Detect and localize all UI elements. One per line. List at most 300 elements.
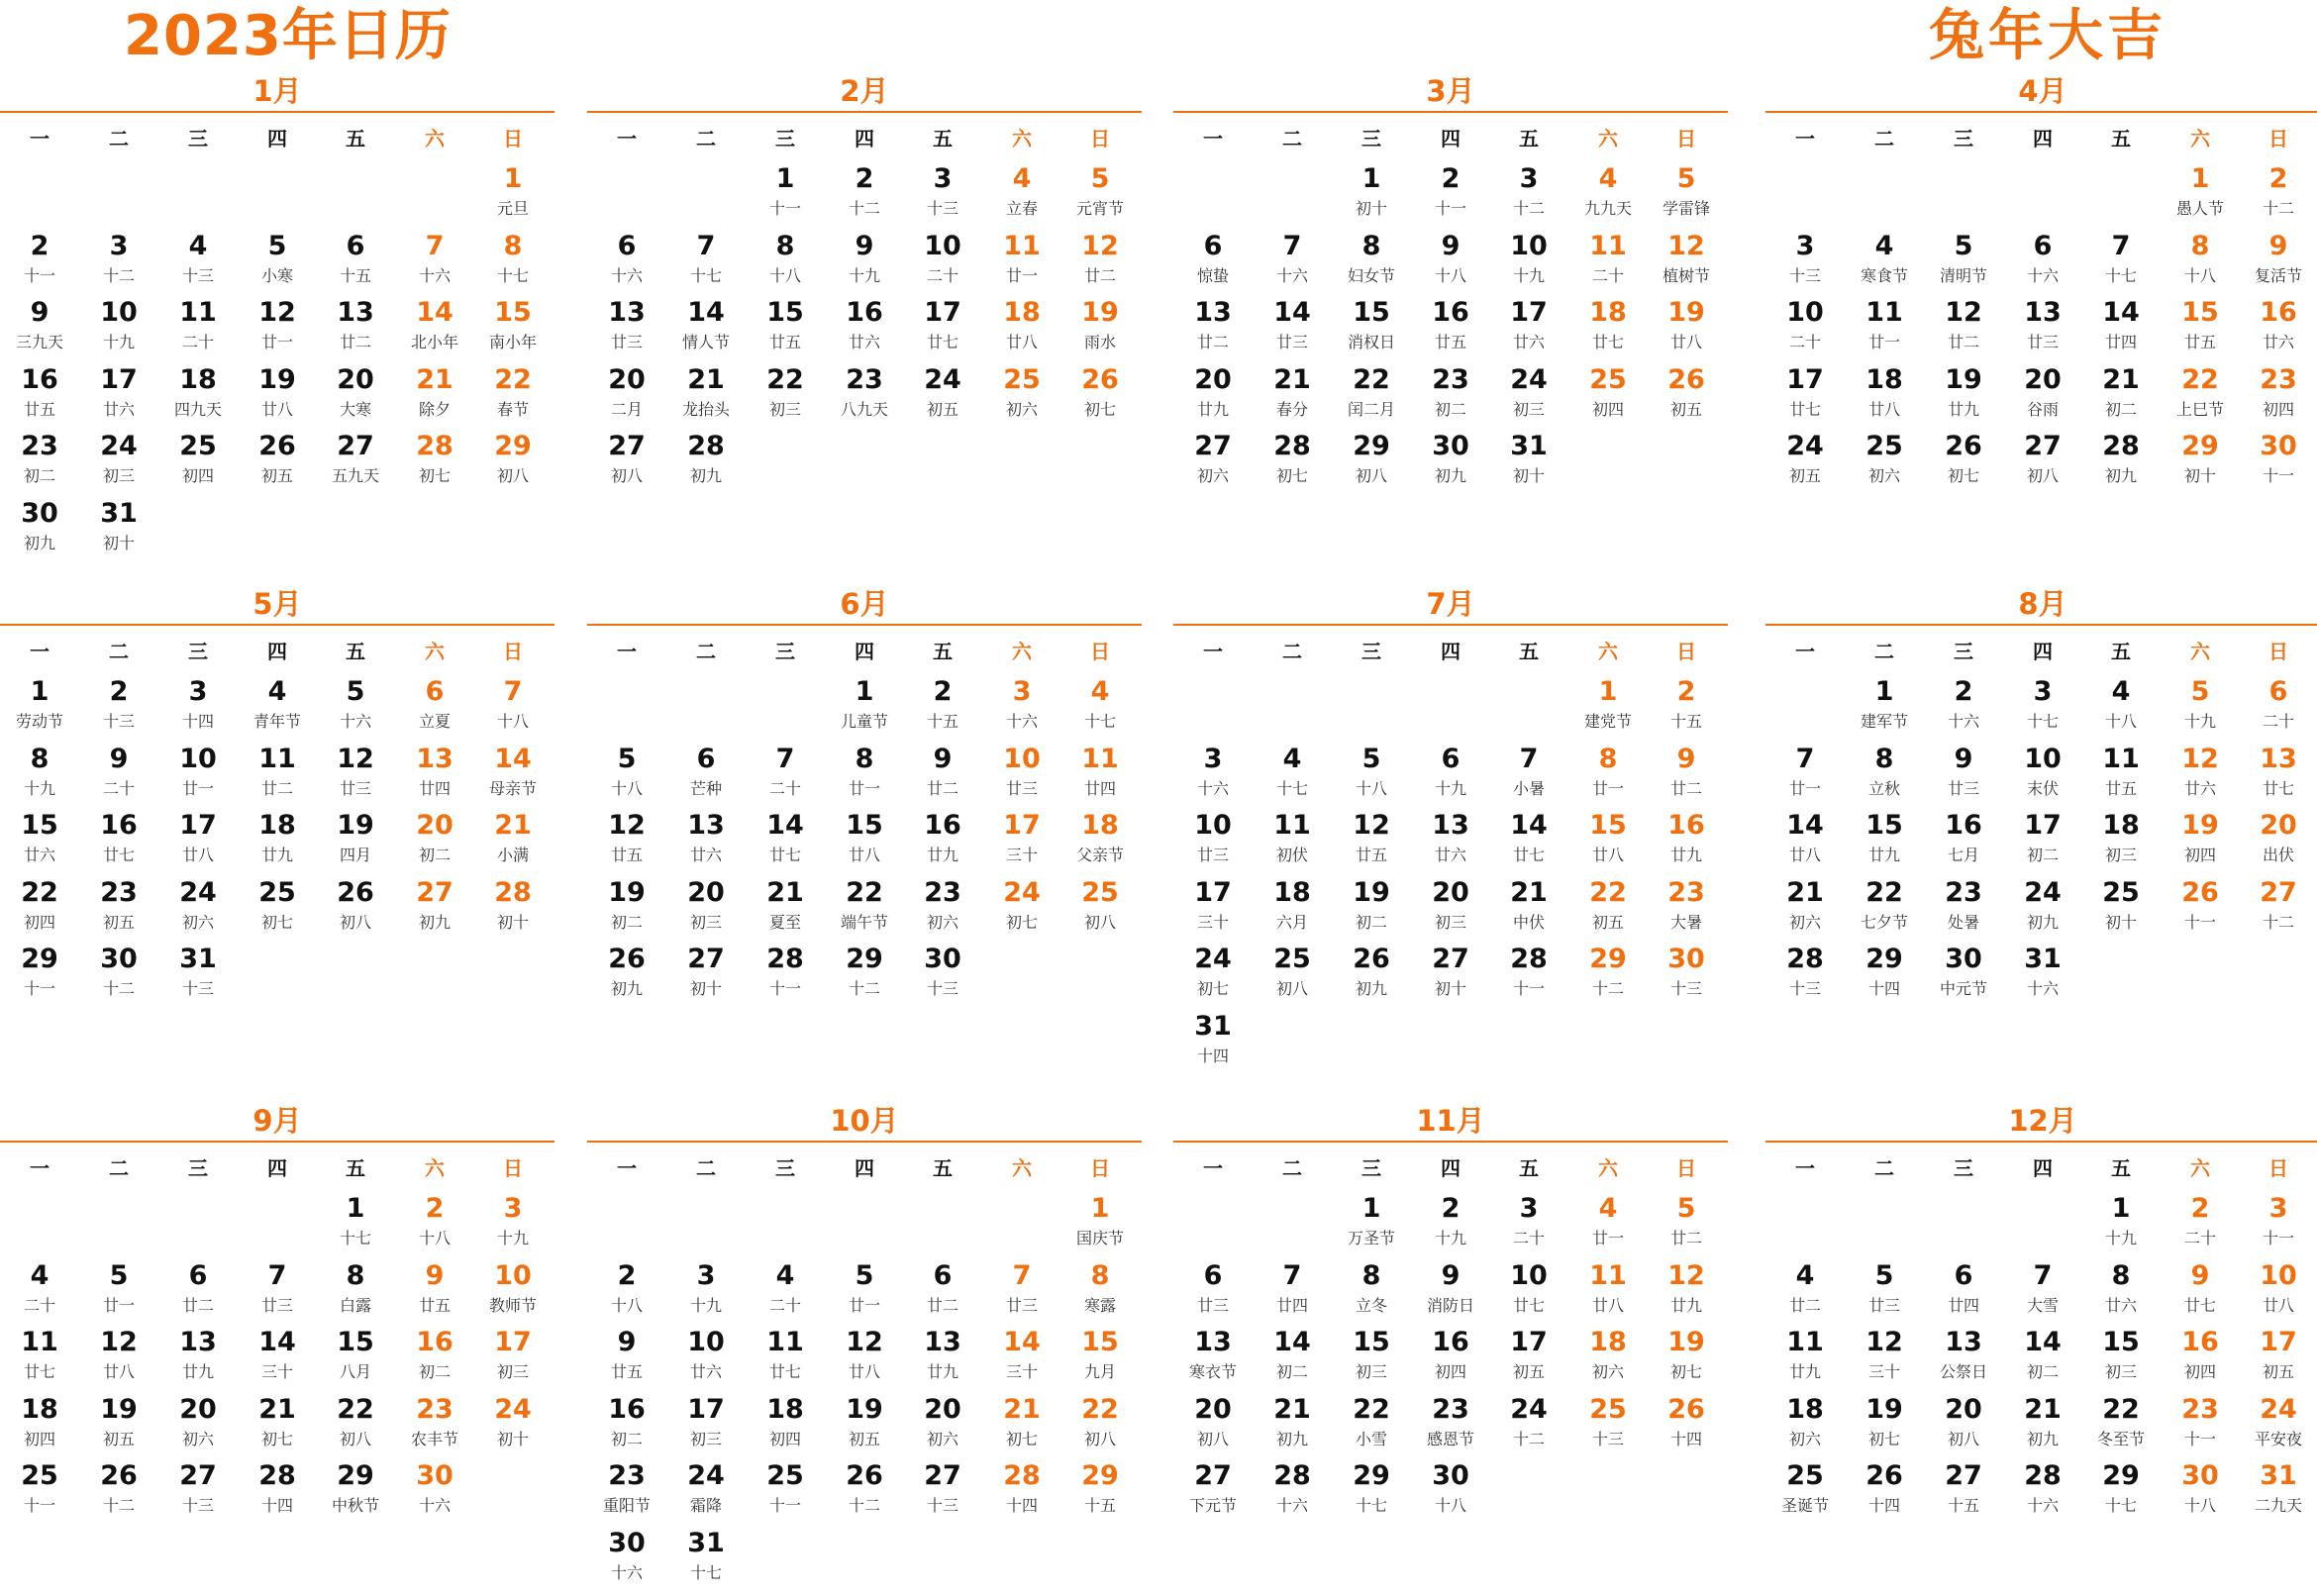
day-cell <box>1332 296 1411 361</box>
lunar-label: 初十 <box>2183 466 2216 485</box>
day-number: 9 <box>617 1327 637 1357</box>
lunar-label: 廿一 <box>1591 1229 1624 1247</box>
day-number: 2 <box>1441 1193 1461 1224</box>
day-number: 17 <box>179 810 217 841</box>
lunar-label: 初六 <box>1788 1429 1821 1448</box>
day-number: 7 <box>425 230 445 261</box>
weekday-header: 日 <box>1676 127 1696 150</box>
day-number: 21 <box>2102 363 2140 395</box>
day-cell <box>2161 1326 2240 1391</box>
day-cell <box>1924 1393 2003 1458</box>
lunar-label: 初六 <box>181 912 214 932</box>
day-cell <box>1060 675 1140 741</box>
day-cell <box>903 943 982 1008</box>
lunar-label: 四九天 <box>173 399 222 419</box>
day-number: 20 <box>1194 1393 1232 1425</box>
lunar-label: 廿九 <box>1669 1295 1702 1315</box>
day-cell <box>395 230 474 295</box>
lunar-label: 初二 <box>418 846 451 864</box>
day-cell <box>473 430 553 495</box>
day-cell <box>666 876 746 942</box>
lunar-label: 初十 <box>1355 199 1387 218</box>
day-number: 24 <box>687 1460 725 1491</box>
day-number: 17 <box>494 1327 532 1357</box>
weekday-header: 五 <box>346 1156 365 1180</box>
day-number: 17 <box>924 297 961 328</box>
day-number: 22 <box>1353 1393 1390 1425</box>
lunar-label: 处暑 <box>1947 912 1979 932</box>
day-cell <box>2003 430 2082 495</box>
weekday-header: 六 <box>425 640 445 663</box>
lunar-label: 初五 <box>926 399 958 419</box>
month-block <box>1765 1101 2317 1596</box>
day-cell <box>1845 675 1924 741</box>
weekday-header: 日 <box>503 640 523 663</box>
day-number: 19 <box>100 1393 138 1425</box>
day-number: 4 <box>267 676 287 707</box>
day-number: 19 <box>337 810 374 841</box>
day-cell <box>1489 809 1568 874</box>
lunar-label: 母亲节 <box>488 778 537 798</box>
day-number: 24 <box>1194 944 1232 974</box>
day-cell <box>1924 296 2003 361</box>
lunar-label: 初十 <box>2104 912 2137 932</box>
lunar-label: 初四 <box>23 1429 55 1448</box>
lunar-label: 二十 <box>2262 712 2294 731</box>
day-number: 16 <box>846 297 883 328</box>
lunar-label: 初二 <box>418 1362 451 1381</box>
day-number: 30 <box>1432 431 1469 461</box>
day-number: 6 <box>2268 676 2288 707</box>
day-number: 16 <box>608 1393 646 1425</box>
day-cell <box>587 1326 666 1391</box>
day-number: 24 <box>1510 1393 1548 1425</box>
lunar-label: 感恩节 <box>1426 1429 1474 1448</box>
day-number: 21 <box>416 363 453 395</box>
day-number: 12 <box>1667 230 1705 261</box>
lunar-label: 十六 <box>1947 712 1979 731</box>
lunar-label: 初八 <box>1196 1429 1229 1448</box>
day-number: 4 <box>1012 163 1032 194</box>
lunar-label: 十八 <box>768 265 801 285</box>
lunar-label: 初五 <box>1669 399 1702 419</box>
lunar-label: 大寒 <box>339 399 371 419</box>
lunar-label: 二十 <box>2183 1229 2216 1247</box>
day-number: 30 <box>924 944 961 974</box>
day-number: 11 <box>1865 297 1903 328</box>
weekday-header: 二 <box>1874 127 1894 150</box>
month-block <box>0 71 554 566</box>
day-number: 18 <box>1589 297 1627 328</box>
day-number: 3 <box>1012 676 1032 707</box>
day-cell <box>1765 1259 1845 1325</box>
day-number: 6 <box>425 676 445 707</box>
day-cell <box>1845 876 1924 942</box>
day-cell <box>1332 743 1411 808</box>
day-cell <box>2003 943 2082 1008</box>
day-cell <box>1253 809 1332 874</box>
day-number: 8 <box>1598 743 1618 774</box>
weekday-header: 日 <box>1676 1156 1696 1180</box>
weekday-header: 四 <box>2033 640 2053 663</box>
lunar-label: 出伏 <box>2262 846 2294 864</box>
lunar-label: 末伏 <box>2026 778 2059 798</box>
day-cell <box>1253 1259 1332 1325</box>
lunar-label: 初二 <box>1275 1362 1308 1381</box>
lunar-label: 廿六 <box>1512 333 1545 351</box>
day-cell <box>2081 230 2161 295</box>
day-cell <box>238 230 317 295</box>
day-cell <box>666 230 746 295</box>
day-cell <box>238 430 317 495</box>
day-number: 10 <box>2024 743 2062 774</box>
lunar-label: 十一 <box>768 1496 801 1515</box>
lunar-label: 十二 <box>848 1496 880 1515</box>
day-number: 2 <box>425 1193 445 1224</box>
day-number: 11 <box>179 297 217 328</box>
lunar-label: 六月 <box>1275 912 1308 932</box>
day-cell <box>903 1259 982 1325</box>
day-cell <box>1253 743 1332 808</box>
lunar-label: 廿六 <box>2262 333 2294 351</box>
lunar-label: 中伏 <box>1512 912 1545 932</box>
day-number: 23 <box>1432 1393 1469 1425</box>
lunar-label: 十九 <box>102 333 135 351</box>
day-number: 18 <box>179 363 217 395</box>
day-number: 1 <box>2111 1193 2131 1224</box>
day-number: 8 <box>775 230 795 261</box>
lunar-label: 十一 <box>2262 1229 2294 1247</box>
day-number: 15 <box>846 810 883 841</box>
day-number: 28 <box>1273 431 1311 461</box>
weekday-header: 三 <box>188 127 208 150</box>
day-number: 26 <box>100 1460 138 1491</box>
day-number: 17 <box>1510 1327 1548 1357</box>
day-cell <box>158 1393 238 1458</box>
weekday-header: 四 <box>855 1156 874 1180</box>
lunar-label: 二十 <box>926 265 958 285</box>
lunar-label: 初二 <box>1355 912 1387 932</box>
lunar-label: 十五 <box>1083 1496 1116 1515</box>
lunar-label: 大雪 <box>2026 1295 2059 1315</box>
day-number: 12 <box>258 297 296 328</box>
day-cell <box>1765 430 1845 495</box>
month-title: 4月 <box>2018 74 2067 108</box>
day-cell <box>2003 876 2082 942</box>
day-cell <box>1060 743 1140 808</box>
lunar-label: 廿六 <box>2183 778 2216 798</box>
day-cell <box>2003 743 2082 808</box>
lunar-label: 妇女节 <box>1347 265 1395 285</box>
day-number: 20 <box>2024 363 2062 395</box>
month-divider <box>1765 1141 2317 1143</box>
day-number: 27 <box>608 431 646 461</box>
day-cell <box>1924 743 2003 808</box>
weekday-header: 五 <box>346 127 365 150</box>
day-number: 13 <box>687 810 725 841</box>
day-cell <box>473 162 553 228</box>
lunar-label: 三十 <box>1005 846 1038 864</box>
day-number: 19 <box>1865 1393 1903 1425</box>
lunar-label: 廿二 <box>926 778 958 798</box>
lunar-label: 初三 <box>689 912 722 932</box>
weekday-header: 四 <box>1441 1156 1461 1180</box>
day-number: 28 <box>1786 944 1824 974</box>
lunar-label: 廿八 <box>260 399 293 419</box>
weekday-header: 六 <box>1012 640 1032 663</box>
day-number: 11 <box>2102 743 2140 774</box>
day-number: 1 <box>503 163 523 194</box>
weekday-header: 一 <box>1203 1156 1223 1180</box>
lunar-label: 十八 <box>610 778 643 798</box>
lunar-label: 十二 <box>1591 979 1624 998</box>
lunar-label: 初七 <box>1083 399 1116 419</box>
day-cell <box>1489 1259 1568 1325</box>
day-number: 20 <box>1194 363 1232 395</box>
day-cell <box>2161 876 2240 942</box>
day-cell <box>1060 1192 1140 1257</box>
weekday-header: 四 <box>2033 1156 2053 1180</box>
day-cell <box>1411 363 1490 429</box>
lunar-label: 白露 <box>339 1295 371 1315</box>
day-cell <box>473 1192 553 1257</box>
weekday-header: 一 <box>1203 640 1223 663</box>
day-cell <box>825 1459 904 1525</box>
day-cell <box>1765 943 1845 1008</box>
day-cell <box>666 809 746 874</box>
lunar-label: 廿八 <box>181 846 214 864</box>
lunar-label: 廿八 <box>1591 846 1624 864</box>
weekday-header: 六 <box>425 127 445 150</box>
day-cell <box>666 743 746 808</box>
day-cell <box>79 497 158 562</box>
lunar-label: 廿一 <box>1591 778 1624 798</box>
lunar-label: 廿六 <box>1434 846 1466 864</box>
lunar-label: 初六 <box>181 1429 214 1448</box>
day-cell <box>2081 1192 2161 1257</box>
lunar-label: 十一 <box>768 199 801 218</box>
day-number: 22 <box>1589 876 1627 908</box>
lunar-label: 大暑 <box>1669 912 1702 932</box>
day-cell <box>395 809 474 874</box>
lunar-label: 初二 <box>2026 846 2059 864</box>
month-divider <box>1765 624 2317 626</box>
day-cell <box>1060 876 1140 942</box>
day-number: 22 <box>494 363 532 395</box>
day-cell <box>825 943 904 1008</box>
day-cell <box>1568 1393 1648 1458</box>
day-number: 30 <box>2181 1460 2219 1491</box>
lunar-label: 十九 <box>689 1295 722 1315</box>
day-number: 7 <box>2033 1259 2053 1291</box>
day-number: 7 <box>696 230 716 261</box>
lunar-label: 初六 <box>1867 466 1900 485</box>
lunar-label: 十二 <box>1512 199 1545 218</box>
day-number: 30 <box>2260 431 2297 461</box>
day-number: 26 <box>1081 363 1119 395</box>
day-cell <box>158 743 238 808</box>
day-cell <box>1845 430 1924 495</box>
day-number: 11 <box>21 1327 58 1357</box>
lunar-label: 初六 <box>1005 399 1038 419</box>
day-cell <box>238 809 317 874</box>
day-number: 11 <box>1081 743 1119 774</box>
day-cell <box>1489 1326 1568 1391</box>
lunar-label: 学雷锋 <box>1662 199 1710 218</box>
day-number: 1 <box>1361 1193 1381 1224</box>
day-number: 24 <box>1003 876 1041 908</box>
day-number: 27 <box>1194 1460 1232 1491</box>
day-cell <box>1647 363 1726 429</box>
day-number: 18 <box>1589 1327 1627 1357</box>
lunar-label: 廿七 <box>2183 1295 2216 1315</box>
day-number: 12 <box>846 1327 883 1357</box>
lunar-label: 寒食节 <box>1860 265 1908 285</box>
lunar-label: 初九 <box>689 466 722 485</box>
lunar-label: 廿二 <box>1788 1295 1821 1315</box>
lunar-label: 初五 <box>102 1429 135 1448</box>
day-number: 24 <box>1786 431 1824 461</box>
lunar-label: 初九 <box>1275 1429 1308 1448</box>
day-cell <box>746 230 825 295</box>
lunar-label: 廿八 <box>848 1362 880 1381</box>
day-cell <box>587 743 666 808</box>
month-block <box>0 584 554 1079</box>
lunar-label: 初三 <box>1512 399 1545 419</box>
day-number: 16 <box>924 810 961 841</box>
lunar-label: 十六 <box>2026 1496 2059 1515</box>
lunar-label: 十一 <box>1512 979 1545 998</box>
day-cell <box>395 876 474 942</box>
weekday-header: 六 <box>2190 1156 2210 1180</box>
day-cell <box>2239 876 2317 942</box>
day-number: 19 <box>1945 363 1982 395</box>
lunar-label: 廿七 <box>1591 333 1624 351</box>
lunar-label: 小满 <box>496 846 529 864</box>
month-title: 10月 <box>830 1104 899 1138</box>
day-number: 17 <box>2024 810 2062 841</box>
lunar-label: 十五 <box>926 712 958 731</box>
day-cell <box>825 162 904 228</box>
day-number: 8 <box>855 743 874 774</box>
day-number: 27 <box>2260 876 2297 908</box>
lunar-label: 廿四 <box>418 778 451 798</box>
day-number: 30 <box>100 944 138 974</box>
weekday-header: 四 <box>1441 127 1461 150</box>
weekday-header: 五 <box>2111 127 2131 150</box>
day-number: 8 <box>1090 1259 1110 1291</box>
day-number: 3 <box>188 676 208 707</box>
day-cell <box>2239 363 2317 429</box>
lunar-label: 十九 <box>2104 1229 2137 1247</box>
day-cell <box>395 1259 474 1325</box>
lunar-label: 廿三 <box>1005 778 1038 798</box>
day-number: 29 <box>2102 1460 2140 1491</box>
day-number: 4 <box>1874 230 1894 261</box>
day-number: 27 <box>416 876 453 908</box>
weekday-header: 一 <box>1795 1156 1815 1180</box>
day-number: 1 <box>1361 163 1381 194</box>
day-number: 25 <box>1865 431 1903 461</box>
day-number: 16 <box>2260 297 2297 328</box>
lunar-label: 龙抬头 <box>681 399 730 419</box>
weekday-header: 四 <box>855 640 874 663</box>
day-cell <box>2239 430 2317 495</box>
day-number: 12 <box>1081 230 1119 261</box>
day-cell <box>1411 1393 1490 1458</box>
lunar-label: 初六 <box>1591 1362 1624 1381</box>
day-number: 9 <box>425 1259 445 1291</box>
day-cell <box>666 296 746 361</box>
lunar-label: 廿七 <box>1788 399 1821 419</box>
day-cell <box>1173 430 1253 495</box>
day-cell <box>1411 1259 1490 1325</box>
day-number: 18 <box>21 1393 58 1425</box>
lunar-label: 廿二 <box>1083 265 1116 285</box>
day-cell <box>2003 1393 2082 1458</box>
day-cell <box>473 230 553 295</box>
lunar-label: 初四 <box>181 466 214 485</box>
day-cell <box>903 809 982 874</box>
day-cell <box>0 497 79 562</box>
day-number: 4 <box>1795 1259 1815 1291</box>
lunar-label: 初四 <box>2183 846 2216 864</box>
day-number: 1 <box>346 1193 365 1224</box>
day-number: 18 <box>1273 876 1311 908</box>
day-cell <box>79 675 158 741</box>
day-number: 3 <box>1519 1193 1539 1224</box>
day-cell <box>1924 876 2003 942</box>
day-cell <box>0 230 79 295</box>
day-number: 11 <box>1589 230 1627 261</box>
lunar-label: 十一 <box>2183 1429 2216 1448</box>
lunar-label: 十一 <box>2183 912 2216 932</box>
lunar-label: 初三 <box>496 1362 529 1381</box>
weekday-header: 二 <box>1282 127 1302 150</box>
lunar-label: 十九 <box>2183 712 2216 731</box>
day-number: 31 <box>2024 944 2062 974</box>
lunar-label: 廿九 <box>926 846 958 864</box>
day-number: 10 <box>924 230 961 261</box>
day-cell <box>1332 430 1411 495</box>
day-cell <box>982 230 1061 295</box>
day-cell <box>1332 363 1411 429</box>
day-number: 3 <box>2268 1193 2288 1224</box>
day-cell <box>746 1326 825 1391</box>
lunar-label: 十五 <box>1947 1496 1979 1515</box>
day-cell <box>746 1459 825 1525</box>
day-number: 10 <box>1510 230 1548 261</box>
day-number: 25 <box>2102 876 2140 908</box>
lunar-label: 万圣节 <box>1347 1229 1395 1247</box>
lunar-label: 清明节 <box>1939 265 1987 285</box>
month-block <box>587 1101 1142 1596</box>
lunar-label: 十四 <box>181 712 214 731</box>
day-cell <box>1060 1326 1140 1391</box>
lunar-label: 初三 <box>102 466 135 485</box>
weekday-header: 四 <box>267 1156 287 1180</box>
lunar-label: 十二 <box>102 265 135 285</box>
lunar-label: 中秋节 <box>331 1496 379 1515</box>
day-cell <box>1411 743 1490 808</box>
lunar-label: 廿八 <box>1005 333 1038 351</box>
weekday-header: 一 <box>1795 640 1815 663</box>
day-number: 15 <box>1865 810 1903 841</box>
day-cell <box>1173 943 1253 1008</box>
day-cell <box>1924 1259 2003 1325</box>
day-cell <box>158 430 238 495</box>
lunar-label: 廿六 <box>2104 1295 2137 1315</box>
